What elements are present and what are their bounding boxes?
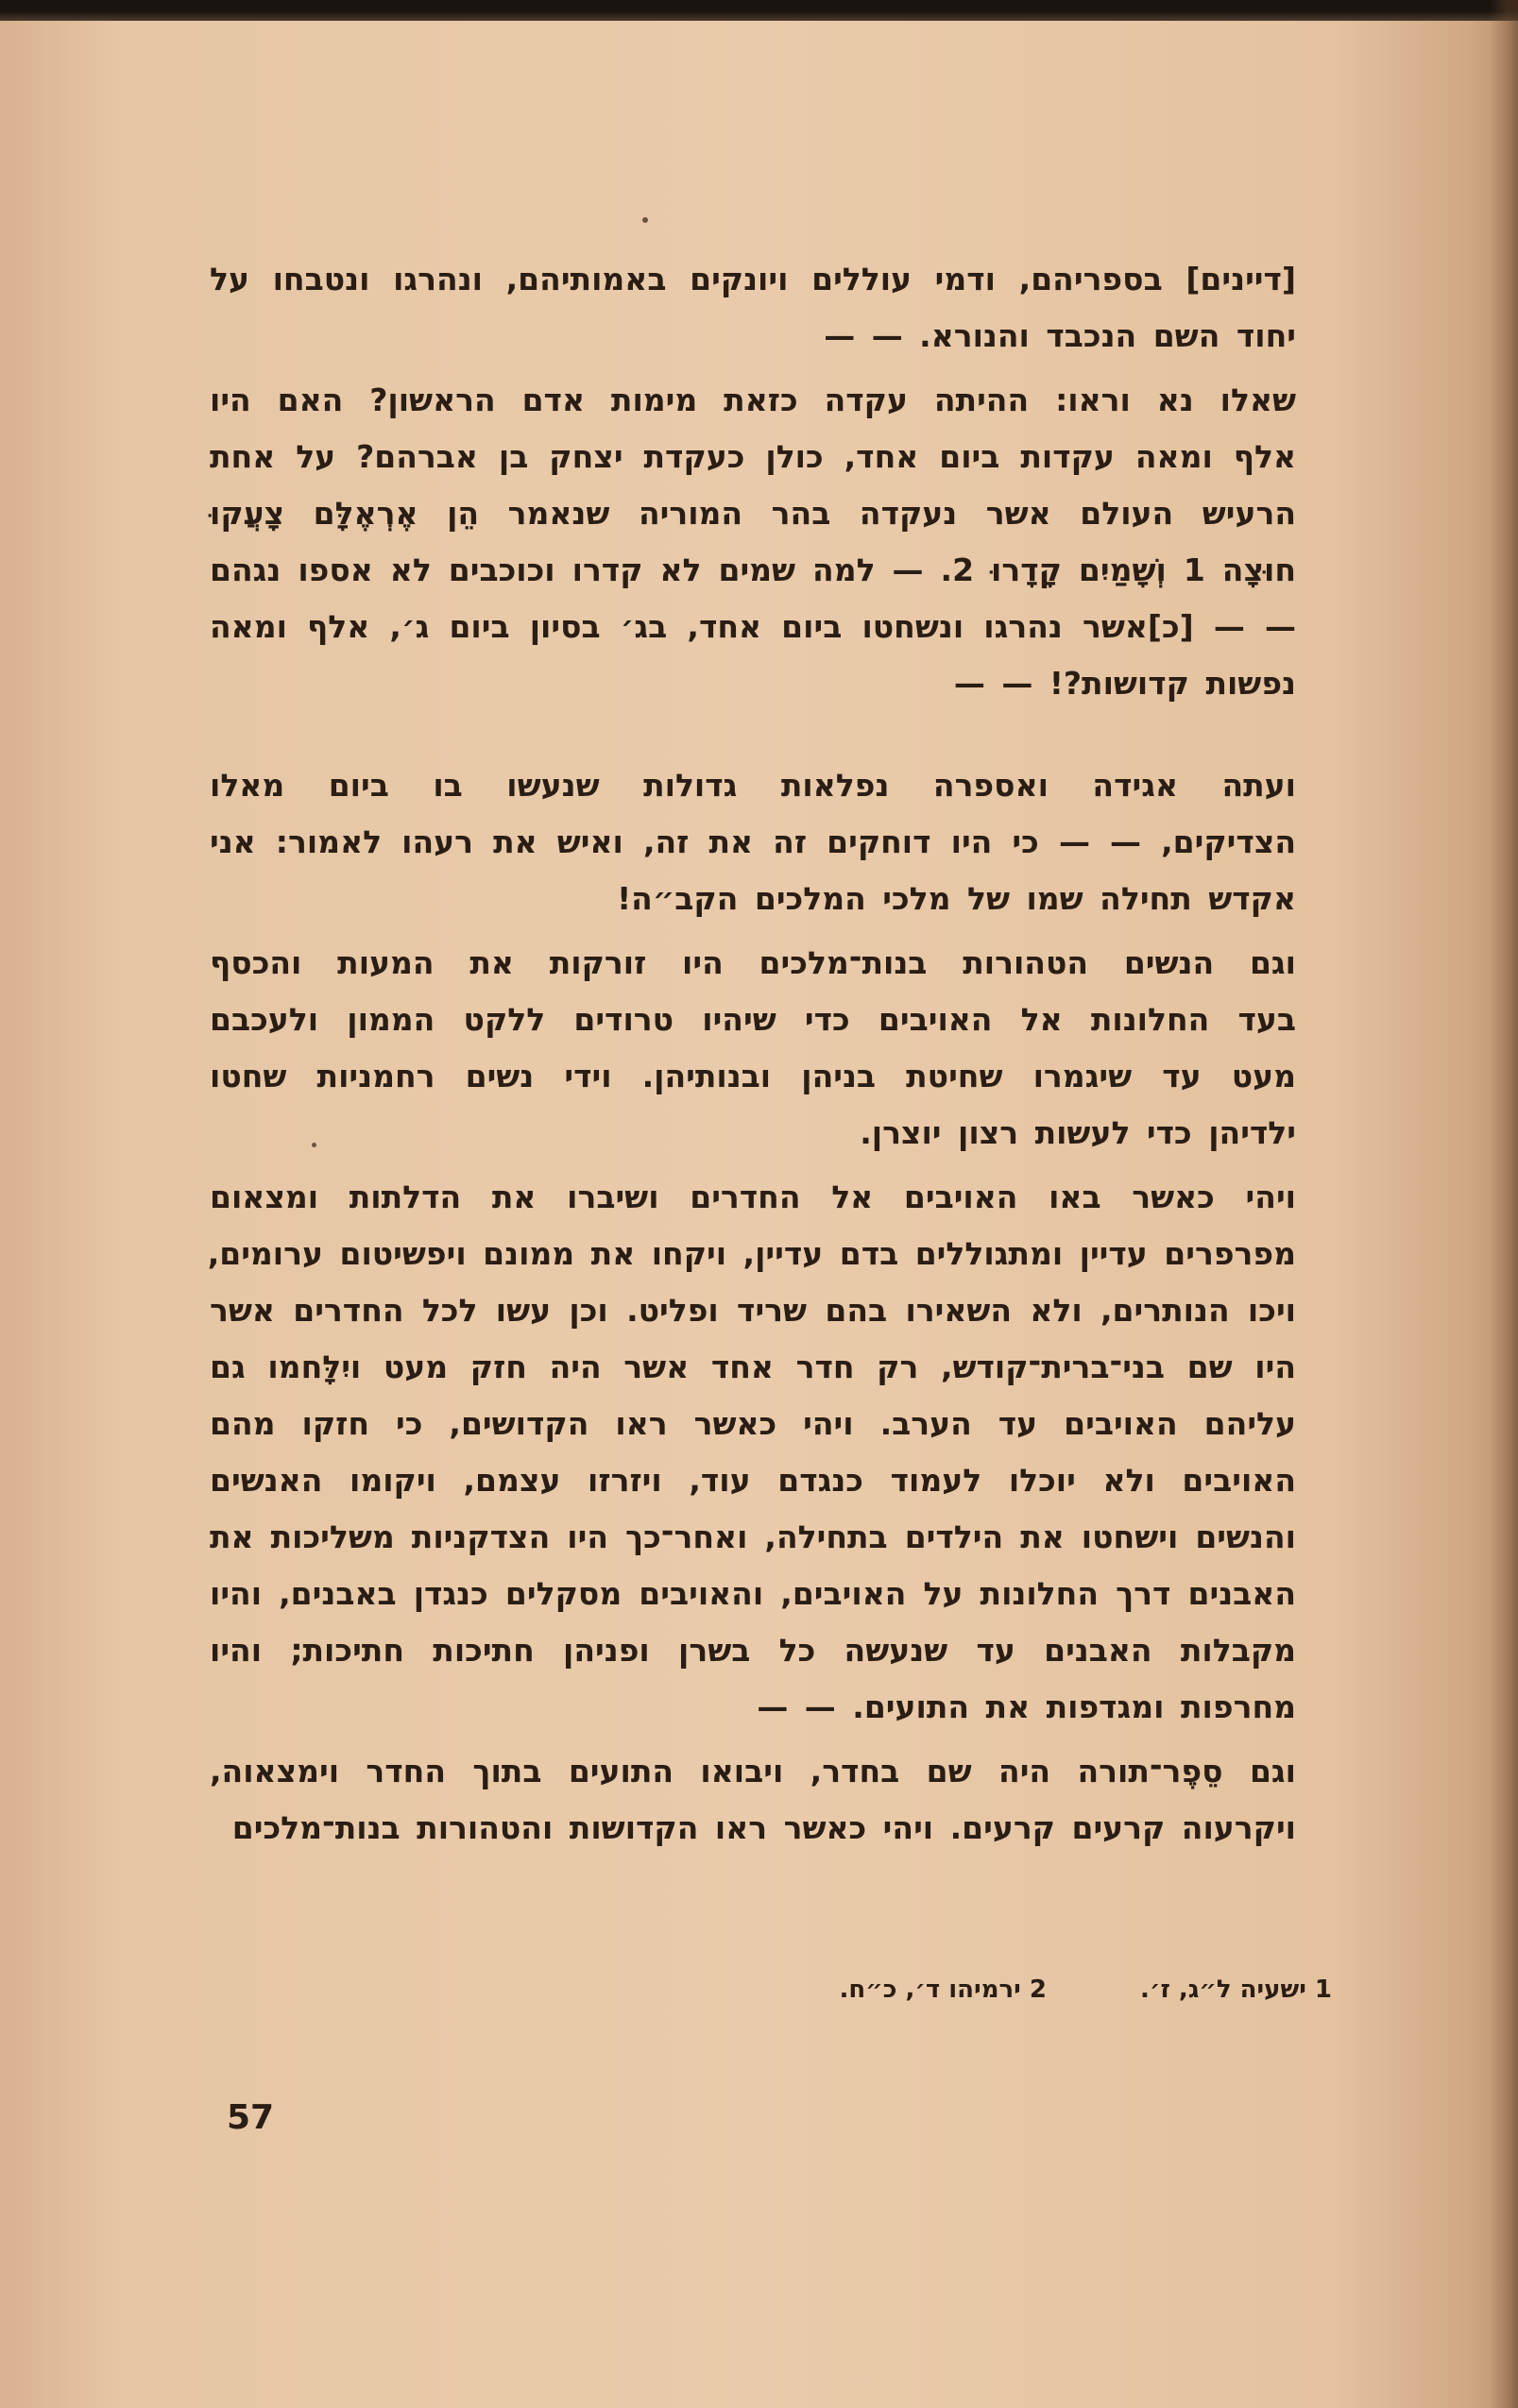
text-line: ועתה אגידה ואספרה נפלאות גדולות שנעשו בו ביום מאלו — [210, 767, 1296, 804]
text-line: מחרפות ומגדפות את התועים. — — — [757, 1688, 1296, 1725]
paragraph — [210, 757, 1296, 927]
footnotes — [567, 1976, 1332, 2004]
text-line: נפשות קדושות?! — — — [953, 665, 1296, 702]
text-line: אלף ומאה עקדות ביום אחד, כולן כעקדת יצחק בן אברהם? על אחת — [210, 438, 1296, 475]
page-top-shadow — [0, 0, 1518, 21]
text-line: ילדיהן כדי לעשות רצון יוצרן. — [860, 1114, 1296, 1151]
text-line: מפרפרים עדיין ומתגוללים בדם עדיין, ויקחו את ממונם ויפשיטום ערומים, — [207, 1235, 1296, 1272]
text-line: מקבלות האבנים עד שנעשה כל בשרן ופניהן חתיכות חתיכות; והיו — [210, 1632, 1296, 1669]
paragraph — [207, 1169, 1296, 1736]
text-line: חוּצָה 1 וְשָׁמַיִם קָדָרוּ 2. — למה שמים לא קדרו וכוכבים לא אספו נגהם — [210, 551, 1296, 588]
paragraph — [210, 372, 1296, 712]
text-line: ויקרעוה קרעים קרעים. ויהי כאשר ראו הקדושות והטהורות בנות־מלכים — [231, 1809, 1296, 1846]
text-line: בעד החלונות אל האויבים כדי שיהיו טרודים ללקט הממון ולעכבם — [210, 1001, 1296, 1038]
text-line: ויכו הנותרים, ולא השאירו בהם שריד ופליט. וכן עשו לכל החדרים אשר — [210, 1292, 1296, 1329]
text-line: וגם סֵפֶר־תורה היה שם בחדר, ויבואו התועים בתוך החדר וימצאוה, — [210, 1753, 1296, 1789]
text-line: האבנים דרך החלונות על האויבים, והאויבים מסקלים כנגדן באבנים, והיו — [210, 1575, 1296, 1612]
text-line: ויהי כאשר באו האויבים אל החדרים ושיברו את הדלתות ומצאום — [210, 1179, 1296, 1215]
paragraph — [210, 1743, 1296, 1857]
text-line: הרעיש העולם אשר נעקדה בהר המוריה שנאמר הֵן אֶרְאֶלָּם צָעֲקוּ — [210, 495, 1296, 532]
text-line: היו שם בני־ברית־קודש, רק חדר אחד אשר היה חזק מעט ויִלָּחמו גם — [210, 1348, 1296, 1385]
text-line: מעט עד שיגמרו שחיטת בניהן ובנותיהן. וידי נשים רחמניות שחטו — [210, 1058, 1296, 1094]
section-gap — [210, 720, 1296, 757]
text-line: עליהם האויבים עד הערב. ויהי כאשר ראו הקדושים, כי חזקו מהם — [210, 1405, 1296, 1442]
text-line: וגם הנשים הטהורות בנות־מלכים היו זורקות את המעות והכסף — [210, 944, 1296, 981]
footnote-1: 1 ישעיה ל״ג, ז׳. — [1140, 1976, 1332, 2004]
text-line: אקדש תחילה שמו של מלכי המלכים הקב״ה! — [617, 880, 1296, 917]
text-line: שאלו נא וראו: ההיתה עקדה כזאת מימות אדם הראשון? האם היו — [210, 382, 1296, 418]
body-text — [207, 251, 1296, 1864]
page-binding-shadow — [1490, 0, 1518, 2408]
footnote-2: 2 ירמיהו ד׳, כ״ח. — [839, 1976, 1047, 2004]
paper-speck — [642, 217, 648, 223]
text-line: הצדיקים, — — כי היו דוחקים זה את זה, ואיש את רעהו לאמור: אני — [210, 823, 1296, 860]
text-line: יחוד השם הנכבד והנורא. — — — [824, 317, 1296, 354]
paragraph — [210, 251, 1296, 365]
text-line: האויבים ולא יוכלו לעמוד כנגדם עוד, ויזרזו עצמם, ויקומו האנשים — [210, 1462, 1296, 1499]
paragraph — [210, 935, 1296, 1162]
text-line: — — [כ]אשר נהרגו ונשחטו ביום אחד, בג׳ בסיון ביום ג׳, אלף ומאה — [210, 608, 1296, 645]
text-line: והנשים וישחטו את הילדים בתחילה, ואחר־כך היו הצדקניות משליכות את — [210, 1518, 1296, 1555]
page-number: 57 — [227, 2098, 275, 2137]
text-line: [דיינים] בספריהם, ודמי עוללים ויונקים באמותיהם, ונהרגו ונטבחו על — [210, 261, 1296, 297]
